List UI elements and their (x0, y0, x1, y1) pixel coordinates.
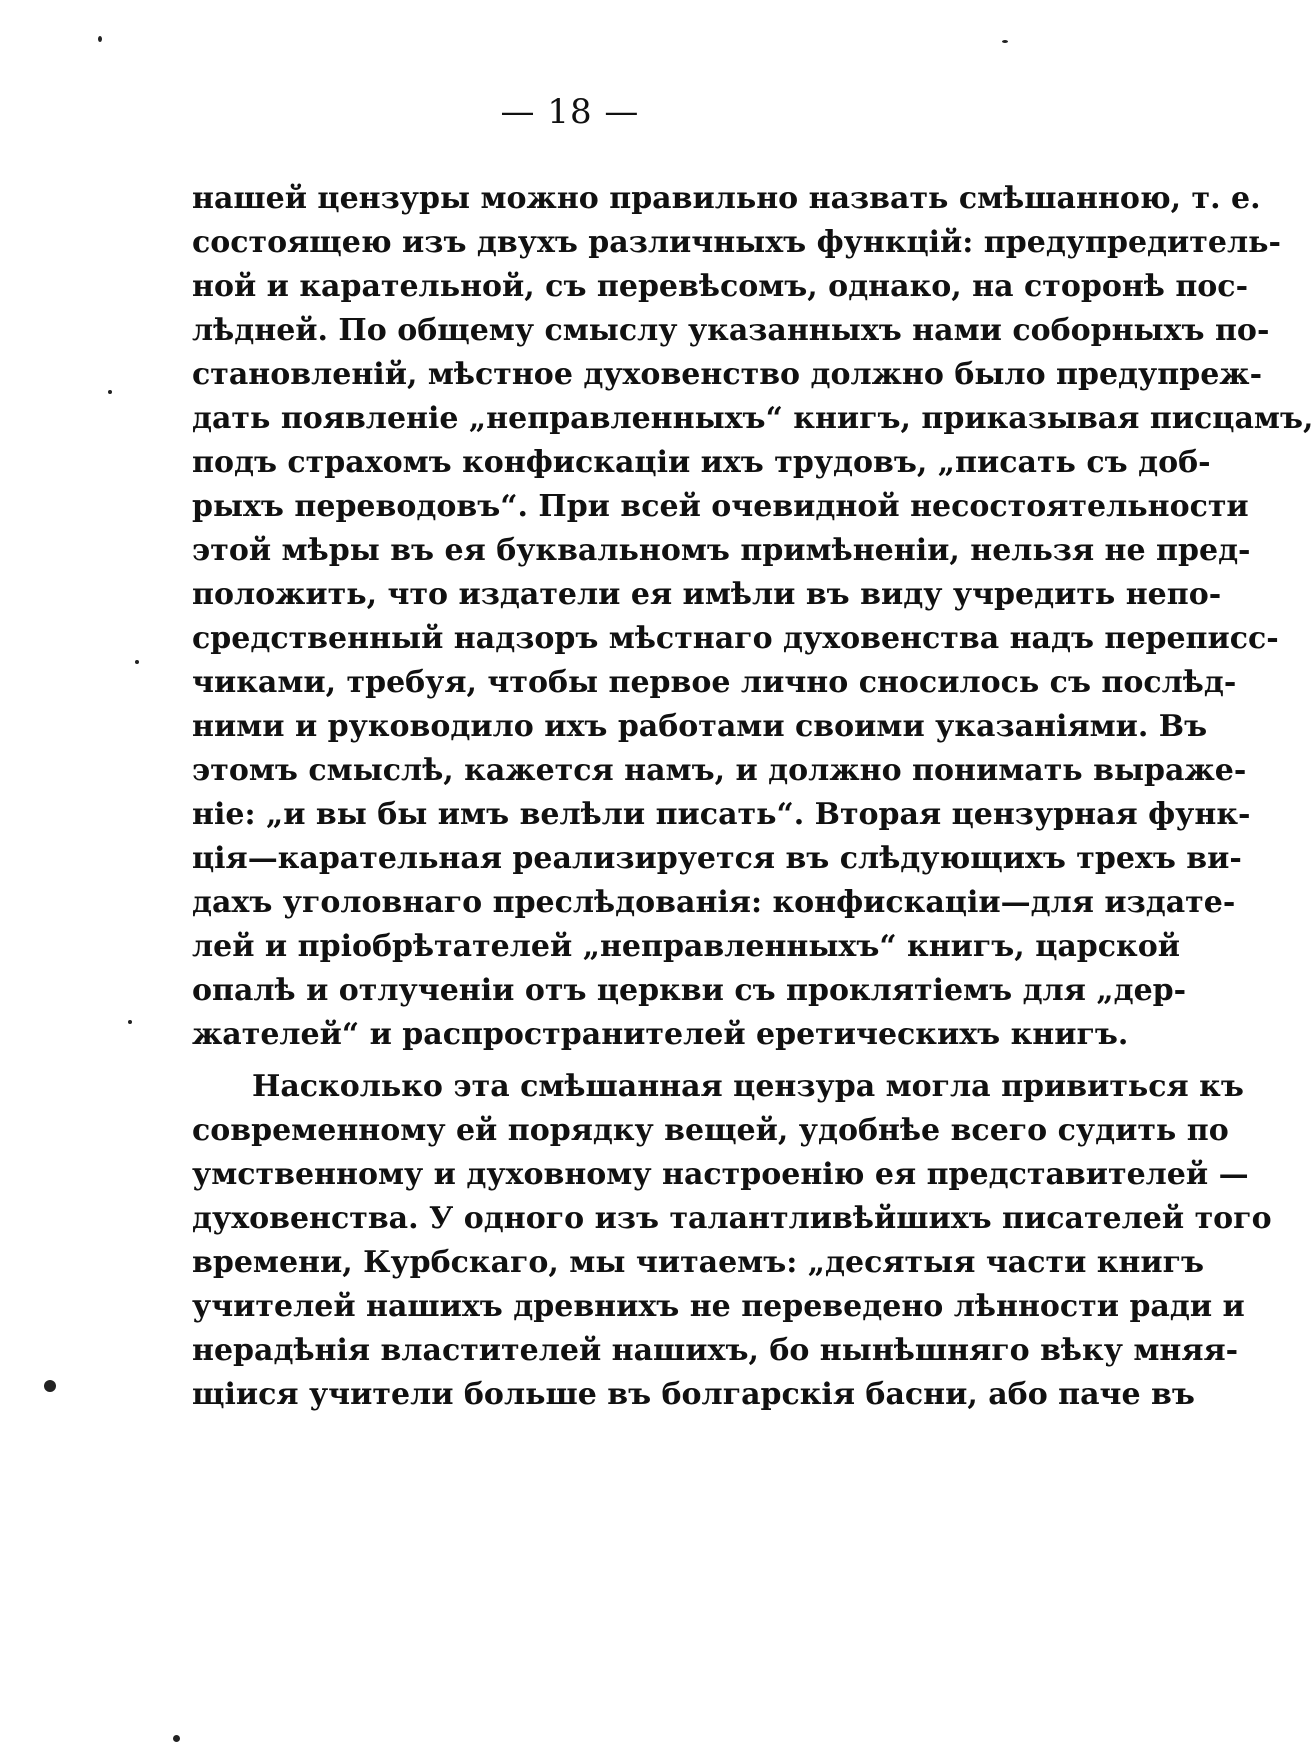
scan-speck (98, 36, 102, 42)
text-line: учителей нашихъ древнихъ не переведено лѣнности ради и (192, 1289, 1245, 1324)
text-line: чиками, требуя, чтобы первое лично сносилось съ послѣд- (192, 665, 1237, 700)
text-line: этой мѣры въ ея буквальномъ примѣненіи, нельзя не пред- (192, 533, 1251, 568)
text-line: щіися учители больше въ болгарскія басни, або паче въ (192, 1377, 1195, 1412)
text-line: современному ей порядку вещей, удобнѣе всего судить по (192, 1113, 1229, 1148)
text-line: средственный надзоръ мѣстнаго духовенства надъ переписс- (192, 621, 1279, 656)
text-line: дать появленіе „неправленныхъ“ книгъ, приказывая писцамъ, (192, 401, 1313, 436)
text-line: жателей“ и распространителей еретическихъ книгъ. (192, 1017, 1129, 1052)
text-line: умственному и духовному настроенію ея представителей — (192, 1157, 1249, 1192)
text-line: нашей цензуры можно правильно назвать смѣшанною, т. е. (192, 181, 1261, 216)
text-line: рыхъ переводовъ“. При всей очевидной несостоятельности (192, 489, 1249, 524)
scan-speck (1002, 40, 1008, 43)
text-line: этомъ смыслѣ, кажется намъ, и должно понимать выраже- (192, 753, 1247, 788)
text-line: опалѣ и отлученіи отъ церкви съ проклятіемъ для „дер- (192, 973, 1187, 1008)
text-line: становленій, мѣстное духовенство должно было предупреж- (192, 357, 1263, 392)
text-line: лѣдней. По общему смыслу указанныхъ нами соборныхъ по- (192, 313, 1270, 348)
page-number: — 18 — (500, 92, 640, 132)
body-text (192, 177, 1313, 1417)
text-line: ними и руководило ихъ работами своими указаніями. Въ (192, 709, 1208, 744)
text-line: духовенства. У одного изъ талантливѣйшихъ писателей того (192, 1201, 1272, 1236)
text-line: дахъ уголовнаго преслѣдованія: конфискаціи—для издате- (192, 885, 1236, 920)
text-line: ція—карательная реализируется въ слѣдующихъ трехъ ви- (192, 841, 1242, 876)
scan-speck (135, 660, 139, 664)
scan-speck (128, 1020, 132, 1024)
text-line: подъ страхомъ конфискаціи ихъ трудовъ, „писать съ доб- (192, 445, 1211, 480)
text-line: нерадѣнія властителей нашихъ, бо нынѣшняго вѣку мняя- (192, 1333, 1239, 1368)
text-line: ной и карательной, съ перевѣсомъ, однако, на сторонѣ пос- (192, 269, 1249, 304)
text-line: лей и пріобрѣтателей „неправленныхъ“ книгъ, царской (192, 929, 1180, 964)
paragraph-gap (192, 1057, 1030, 1065)
text-line: Насколько эта смѣшанная цензура могла привиться къ (252, 1069, 1244, 1104)
scan-speck (173, 1735, 180, 1742)
scan-speck (108, 390, 112, 394)
text-line: ніе: „и вы бы имъ велѣли писать“. Вторая цензурная функ- (192, 797, 1251, 832)
text-line: положить, что издатели ея имѣли въ виду учредить непо- (192, 577, 1222, 612)
text-line: времени, Курбскаго, мы читаемъ: „десятыя части книгъ (192, 1245, 1205, 1280)
text-line: состоящею изъ двухъ различныхъ функцій: предупредитель- (192, 225, 1281, 260)
scan-speck (44, 1380, 56, 1392)
